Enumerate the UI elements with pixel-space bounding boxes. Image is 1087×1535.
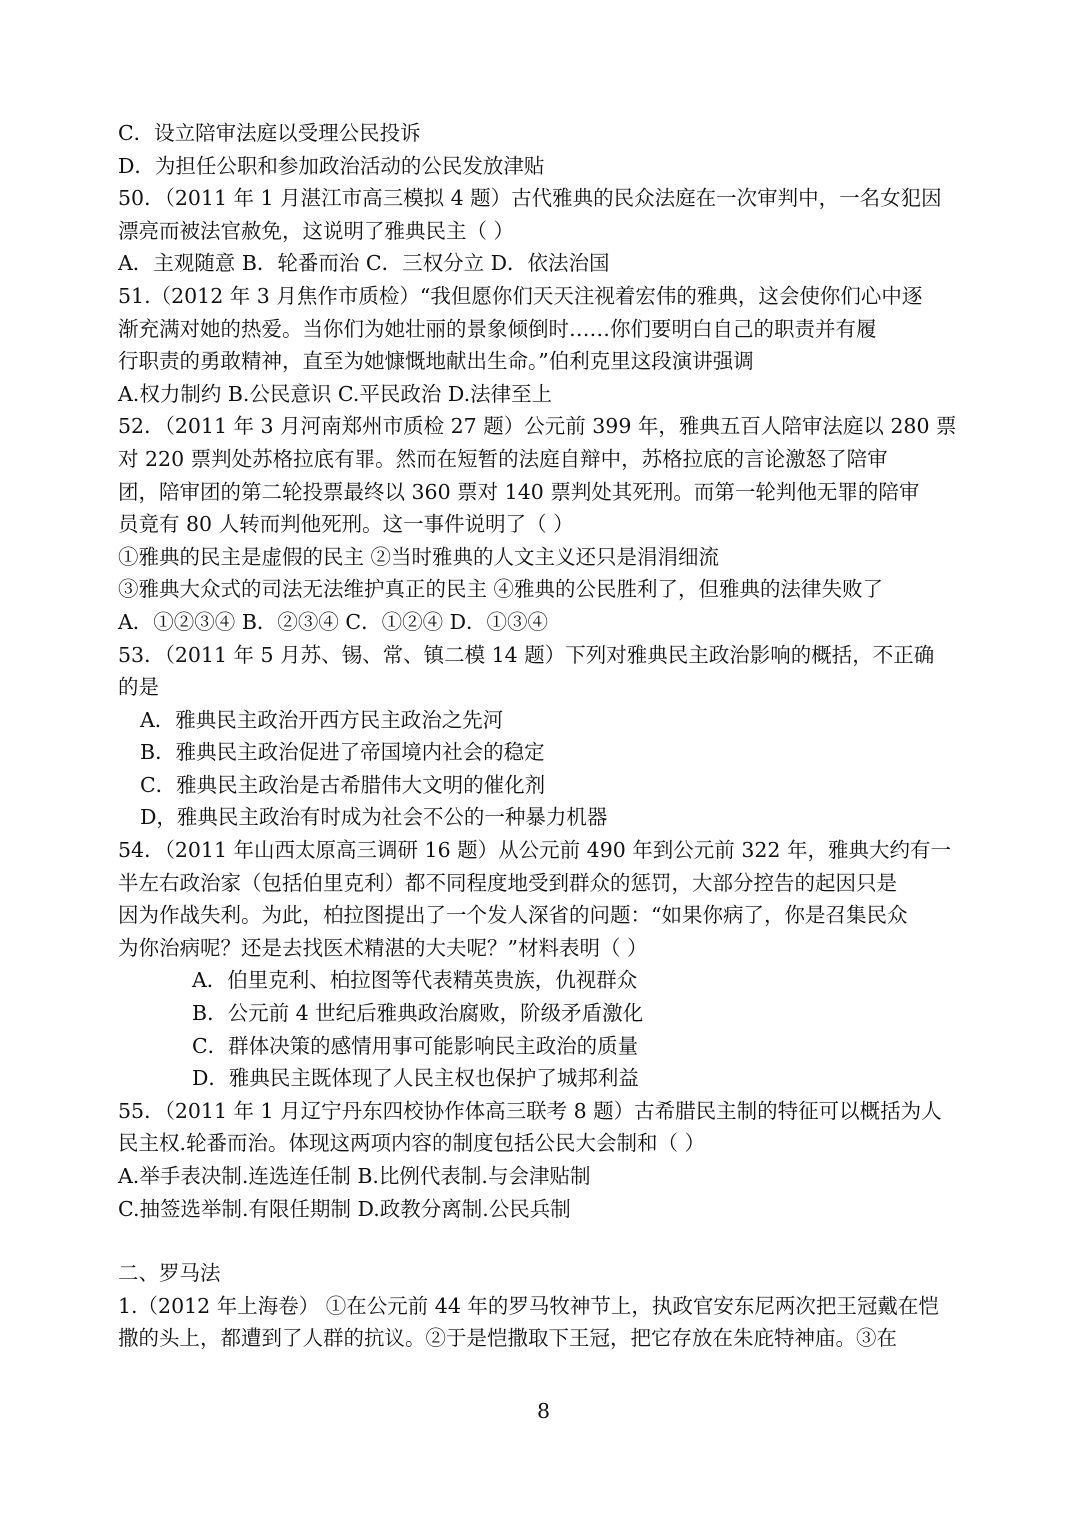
question-52-stem-cont: 团，陪审团的第二轮投票最终以 360 票对 140 票判处其死刑。而第一轮判他无罪的陪审: [118, 479, 920, 504]
question-1-stem: 1.（2012 年上海卷） ①在公元前 44 年的罗马牧神节上，执政官安东尼两次把王冠戴在恺: [118, 1293, 939, 1318]
question-54-stem-cont: 为你治病呢？还是去找医术精湛的大夫呢？”材料表明（ ）: [118, 935, 648, 960]
question-55-options: C.抽签选举制.有限任期制 D.政教分离制.公民兵制: [118, 1196, 571, 1221]
section-heading: 二、罗马法: [118, 1261, 221, 1286]
question-52-options: A．①②③④ B．②③④ C．①②④ D．①③④: [118, 609, 549, 634]
question-54-option-b: B．公元前 4 世纪后雅典政治腐败，阶级矛盾激化: [192, 1001, 644, 1026]
question-51-stem: 51.（2012 年 3 月焦作市质检）“我但愿你们天天注视着宏伟的雅典，这会使你们心中逐: [118, 283, 923, 308]
question-53-option-b: B．雅典民主政治促进了帝国境内社会的稳定: [140, 740, 545, 765]
question-53-option-d: D，雅典民主政治有时成为社会不公的一种暴力机器: [140, 805, 608, 830]
question-50-stem-cont: 漂亮而被法官赦免，这说明了雅典民主（ ）: [118, 218, 515, 243]
question-52-stem-cont: 对 220 票判处苏格拉底有罪。然而在短暂的法庭自辩中，苏格拉底的言论激怒了陪审: [118, 446, 888, 471]
question-55-options: A.举手表决制.连选连任制 B.比例代表制.与会津贴制: [118, 1164, 591, 1188]
question-51-stem-cont: 渐充满对她的热爱。当你们为她壮丽的景象倾倒时……你们要明白自己的职责并有履: [118, 316, 877, 341]
question-52-stem-cont: 员竟有 80 人转而判他死刑。这一事件说明了（ ）: [118, 512, 574, 537]
page-number: 8: [536, 1399, 551, 1423]
question-54-stem-cont: 因为作战失利。为此，柏拉图提出了一个发人深省的问题：“如果你病了，你是召集民众: [118, 903, 908, 928]
question-50-options: A．主观随意 B．轮番而治 C．三权分立 D．依法治国: [118, 251, 610, 276]
question-54-option-d: D．雅典民主既体现了人民主权也保护了城邦利益: [192, 1066, 639, 1091]
section-gap: [118, 1225, 978, 1257]
question-54-option-a: A．伯里克利、柏拉图等代表精英贵族，仇视群众: [192, 968, 638, 993]
option-line: D．为担任公职和参加政治活动的公民发放津贴: [118, 153, 545, 178]
question-53-option-a: A．雅典民主政治开西方民主政治之先河: [140, 707, 504, 732]
question-54-stem-cont: 半左右政治家（包括伯里克利）都不同程度地受到群众的惩罚，大部分控告的起因只是: [118, 870, 897, 895]
question-55-stem-cont: 民主权.轮番而治。体现这两项内容的制度包括公民大会制和（ ）: [118, 1131, 706, 1156]
question-51-stem-cont: 行职责的勇敢精神，直至为她慷慨地献出生命。”伯利克里这段演讲强调: [118, 349, 754, 374]
question-52-statements: ①雅典的民主是虚假的民主 ②当时雅典的人文主义还只是涓涓细流: [118, 544, 720, 569]
page-body: [118, 117, 978, 1355]
question-55-stem: 55．（2011 年 1 月辽宁丹东四校协作体高三联考 8 题）古希腊民主制的特征可以概括为人: [118, 1098, 942, 1123]
question-53-stem: 53．（2011 年 5 月苏、锡、常、镇二模 14 题）下列对雅典民主政治影响的概括，不正确: [118, 642, 935, 667]
question-52-statements: ③雅典大众式的司法无法维护真正的民主 ④雅典的公民胜利了，但雅典的法律失败了: [118, 577, 884, 602]
option-line: C．设立陪审法庭以受理公民投诉: [118, 121, 421, 145]
question-54-stem: 54．（2011 年山西太原高三调研 16 题）从公元前 490 年到公元前 322 年，雅典大约有一: [118, 838, 951, 863]
question-51-options: A.权力制约 B.公民意识 C.平民政治 D.法律至上: [118, 381, 553, 406]
question-1-stem-cont: 撒的头上，都遭到了人群的抗议。②于是恺撒取下王冠，把它存放在朱庇特神庙。③在: [118, 1326, 897, 1351]
question-53-stem-cont: 的是: [118, 675, 159, 700]
question-52-stem: 52．（2011 年 3 月河南郑州市质检 27 题）公元前 399 年，雅典五百人陪审法庭以 280 票: [118, 414, 957, 439]
question-50-stem: 50．（2011 年 1 月湛江市高三模拟 4 题）古代雅典的民众法庭在一次审判中，一名女犯因: [118, 186, 942, 211]
question-54-option-c: C．群体决策的感情用事可能影响民主政治的质量: [192, 1033, 639, 1058]
question-53-option-c: C．雅典民主政治是古希腊伟大文明的催化剂: [140, 772, 546, 797]
